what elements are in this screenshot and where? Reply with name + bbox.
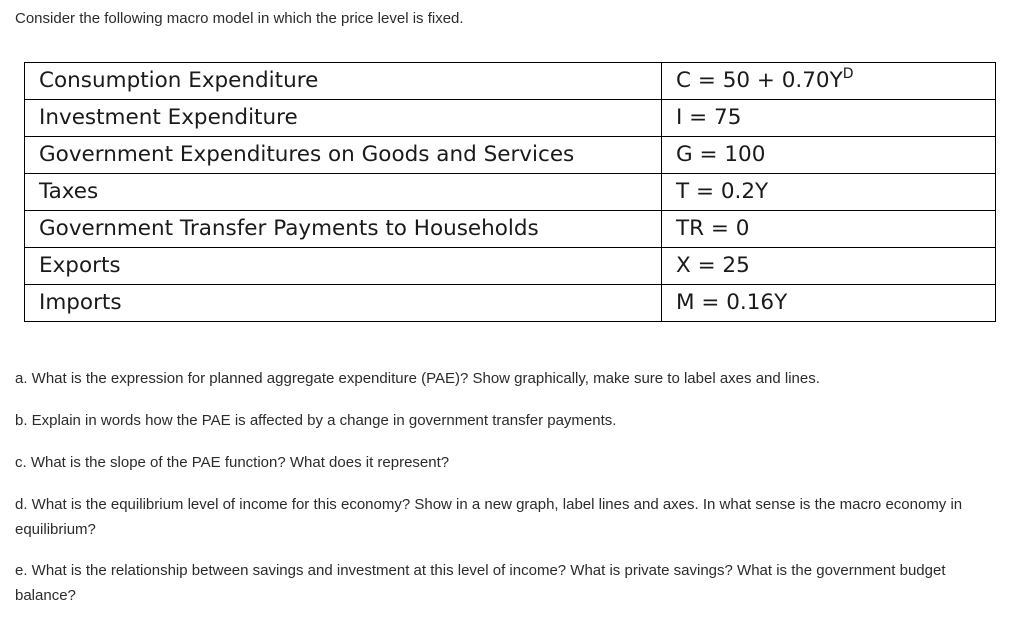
row-value: M = 0.16Y bbox=[662, 285, 996, 322]
table-row bbox=[25, 211, 996, 248]
row-label: Exports bbox=[25, 248, 662, 285]
row-value: I = 75 bbox=[662, 100, 996, 137]
table-row bbox=[25, 63, 996, 100]
macro-model-table bbox=[24, 62, 996, 322]
table-row bbox=[25, 100, 996, 137]
question-list bbox=[15, 366, 995, 608]
row-label: Taxes bbox=[25, 174, 662, 211]
row-label: Government Expenditures on Goods and Services bbox=[25, 137, 662, 174]
row-label: Investment Expenditure bbox=[25, 100, 662, 137]
row-label: Consumption Expenditure bbox=[25, 63, 662, 100]
question-e: e. What is the relationship between savings and investment at this level of income? What is private savings? What is the government budget balance? bbox=[15, 562, 946, 604]
row-value: TR = 0 bbox=[662, 211, 996, 248]
intro-text: Consider the following macro model in which the price level is fixed. bbox=[15, 10, 464, 27]
table-row bbox=[25, 285, 996, 322]
question-d: d. What is the equilibrium level of income for this economy? Show in a new graph, label lines and axes. In what sense is the macro economy in equilibrium? bbox=[15, 496, 963, 538]
row-label: Government Transfer Payments to Households bbox=[25, 211, 662, 248]
value-superscript: D bbox=[842, 66, 854, 82]
question-b: b. Explain in words how the PAE is affected by a change in government transfer payments. bbox=[15, 412, 617, 429]
row-label: Imports bbox=[25, 285, 662, 322]
row-value: X = 25 bbox=[662, 248, 996, 285]
table-row bbox=[25, 174, 996, 211]
row-value: G = 100 bbox=[662, 137, 996, 174]
value-text: C = 50 + 0.70Y bbox=[676, 68, 843, 93]
table-row bbox=[25, 248, 996, 285]
question-c: c. What is the slope of the PAE function? What does it represent? bbox=[15, 454, 450, 471]
row-value: T = 0.2Y bbox=[662, 174, 996, 211]
question-a: a. What is the expression for planned aggregate expenditure (PAE)? Show graphically, make sure to label axes and lines. bbox=[15, 370, 820, 387]
table-row bbox=[25, 137, 996, 174]
row-value bbox=[662, 63, 996, 100]
